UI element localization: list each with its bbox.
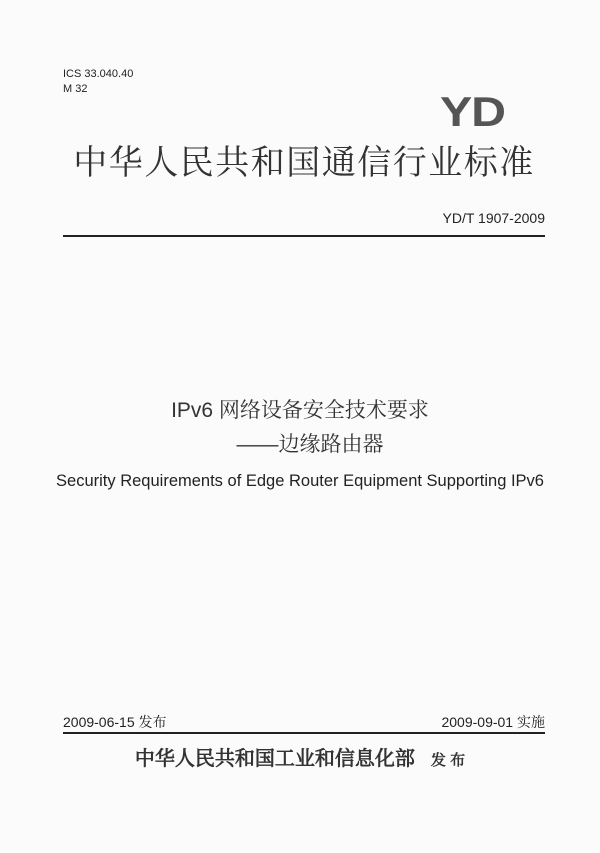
document-subtitle-cn: ——边缘路由器 bbox=[236, 433, 384, 456]
standard-code: YD/T 1907-2009 bbox=[442, 210, 545, 226]
yd-logo: YD bbox=[440, 88, 505, 135]
publish-date: 2009-06-15 发布 bbox=[63, 714, 167, 730]
issuer-suffix: 发 布 bbox=[430, 752, 466, 769]
issuer-name: 中华人民共和国工业和信息化部 bbox=[134, 748, 415, 770]
standard-type-title: 中华人民共和国通信行业标准 bbox=[73, 144, 535, 182]
implement-date: 2009-09-01 实施 bbox=[441, 714, 545, 730]
classification-code: M 32 bbox=[63, 83, 88, 95]
divider-bottom bbox=[63, 732, 545, 734]
document-title-en: Security Requirements of Edge Router Equipment Supporting IPv6 bbox=[56, 472, 544, 490]
divider-top bbox=[63, 235, 545, 237]
document-title-cn: IPv6 网络设备安全技术要求 bbox=[171, 399, 429, 422]
ics-code: ICS 33.040.40 bbox=[63, 68, 134, 80]
issuer bbox=[0, 742, 600, 771]
